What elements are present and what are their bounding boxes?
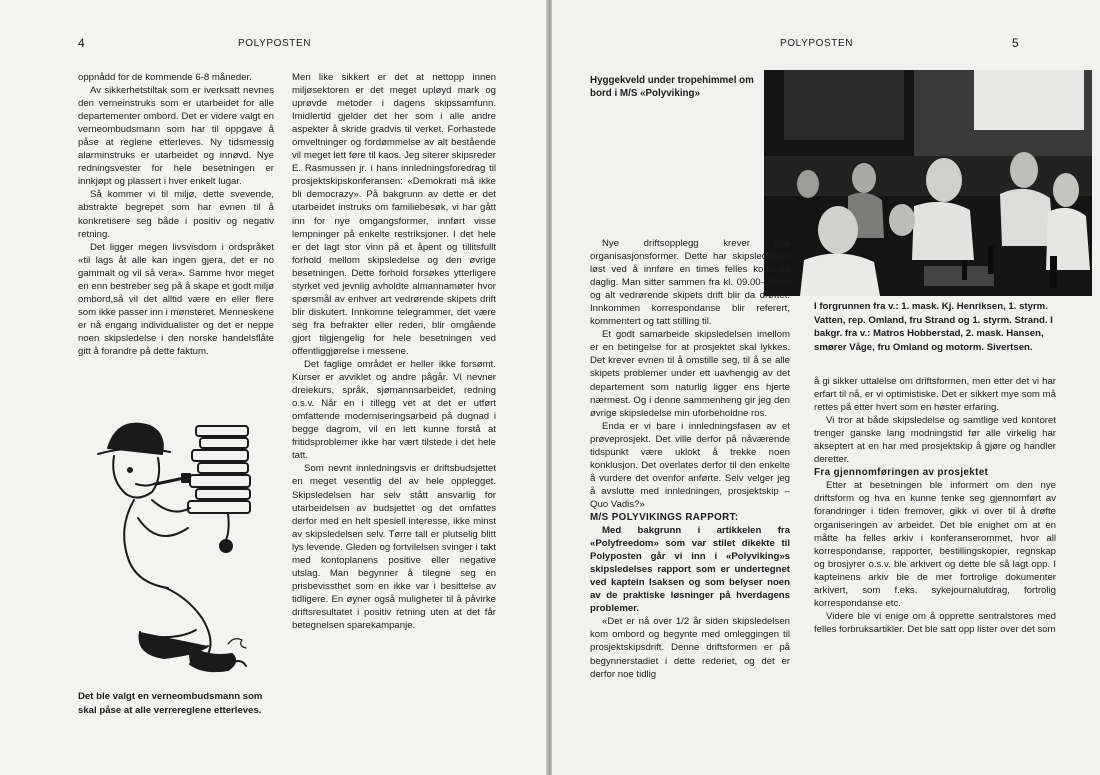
left-page (0, 0, 548, 775)
paragraph: Så kommer vi til miljø, dette svevende, abstrakte begrepet som har evnen til å konkretisere seg både i positiv og negativ retning. (78, 189, 274, 240)
paragraph: Det faglige området er heller ikke forsømt. Kurser er avviklet og andre pågår. Vi nevner dreiekurs, språk, sjømannsarbeidet, redning o.s.v. Når en i tillegg vet at det er utført omfattende moderniseringsarbeid på dugnad i begge dagrom, vil en lett kunne forstå at fritidsproblemer ikke har vært tilstede i det hele tatt. (292, 359, 496, 462)
paragraph: å gi sikker uttalelse om driftsformen, men etter det vi har erfart til nå, er vi optimistiske. Det er sikkert mye som må rettes på etter hvert som en høster erfaring. (814, 376, 1056, 414)
paragraph: Etter at besetningen ble informert om den nye driftsform og hva en kunne tenke seg gjennomført av forandringer i tiden fremover, gikk vi over til å drøfte organiseringen av arbeidet. Det ble enighet om at en måtte ha felles arkiv i konferanserommet, hvor all korrespondanse, rapporter, bestillingskopier, regnskap og brosjyrer o.s.v. ble arkivert og dette ble så lagt opp. I kapteinens arkiv ble de mer fortrolige dokumenter arkivert, som f.eks. sykejournalutdrag, fortrolig korrespondanse etc. (814, 480, 1056, 609)
crew-photo (764, 70, 1092, 296)
article-column-1 (590, 237, 790, 681)
paragraph: «Det er nå over 1/2 år siden skipsledelsen kom ombord og begynte med omleggingen til prosjektskipsdrift. Denne driftsformen er på begynnerstadiet i dette rederiet, og det er derfor noe tidlig (590, 616, 790, 680)
subheading: Fra gjennomføringen av prosjektet (814, 467, 989, 479)
article-column-1 (78, 71, 274, 358)
paragraph: Enda er vi bare i innledningsfasen av et prøveprosjekt. Det ville derfor på nåværende tidspunkt være uklokt å trekke noen konklusjon. Det overlates derfor til den enkelte å vurdere det ovenfor anførte. Selv velger jeg å avslutte med innledningen, prosjektskip – Quo Vadis?» (590, 420, 790, 510)
crew-photo-image (764, 70, 1092, 296)
photo-caption: I forgrunnen fra v.: 1. mask. Kj. Henriksen, 1. styrm. Vatten, rep. Omland, fru Strand og 1. styrm. Strand. I bakgr. fra v.: Matros Hobberstad, 2. mask. Hansen, smører Våge, fru Omland og motorm. Sivertsen. (814, 301, 1053, 353)
article-column-2 (292, 71, 496, 632)
running-header: POLYPOSTEN (780, 38, 854, 49)
paragraph: Det ligger megen livsvisdom i ordspråket «til lags åt alle kan ingen gjera, det er no gammalt og vil så vera». Samme hvor meget en enn bestreber seg på å skape et godt miljø ombord,så vil det alltid være en eller flere som ikke passer inn i mønsteret. Menneskene er nå engang individualister og det er neppe noen skipsledelse i den norske handelsflåte gitt å forandre på dette faktum. (78, 241, 274, 357)
paragraph: Videre ble vi enige om å opprette sentralstores med felles forbruksartikler. Det ble satt opp lister over det som (814, 610, 1056, 635)
cartoon-illustration (78, 408, 274, 686)
page-number: 5 (1012, 36, 1019, 50)
rapport-intro: Med bakgrunn i artikkelen fra «Polyfreedom» som var stilet dikekte til Polyposten går vi inn i «Polyviking»s skipsledelses rapport som er undertegnet ved kaptein Isaksen og som belyser noen av de praktiske løsninger på hverdagens problemer. (590, 525, 790, 615)
paragraph: Et godt samarbeide skipsledelsen imellom er en betingelse for at prosjektet skal lykkes. Det krever evnen til å omstille seg, til å se alle skipets problemer under ett uavhengig av det departement som naturlig ligger ens hjerte nærmest. Og i denne sammenheng gir jeg den øvrige skipsledelse min uforbeholdne ros. (590, 329, 790, 419)
paragraph: Som nevnt innledningsvis er driftsbudsjettet en meget vesentlig del av hele opplegget. Skipsledelsen har selv stått ansvarlig for utarbeidelsen av budsjettet og det omfattes derfor med en helt spesiell interesse, ikke minst av skipsledelsen selv. Tørre tall er plutselig blitt lys levende. Gleden og fortvilelsen svinger i takt med kontoplanens positive eller negative utslag. Man begynner å tilegne seg en prisbevissthet som en ikke var i besittelse av tidligere. En øyner også muligheter til å påvirke driftsresultatet i positiv retning uten at det får betegnelsen sparekampanje. (292, 463, 496, 631)
running-header: POLYPOSTEN (238, 38, 312, 49)
photo-title: Hyggekveld under tropehimmel om bord i M/S «Polyviking» (590, 75, 754, 99)
cartoon-caption: Det ble valgt en verneombudsmann som skal påse at alle verrereglene etterleves. (78, 691, 263, 716)
paragraph: Av sikkerhetstiltak som er iverksatt nevnes den verneinstruks som er utarbeidet for alle departementer ombord. Det er videre valgt en verneombudsmann som har til oppgave å påse at reglene etterleves. Ny tidsmessig alarminstruks er utarbeidet og innøvd. Nye redningsvester for hele besetningen er innkjøpt og plassert i hver enkelt lugar. (78, 85, 274, 188)
paragraph: Men like sikkert er det at nettopp innen miljøsektoren er det meget upløyd mark og uprøvde metoder i dagens skipssamfunn. Imidlertid gjelder det her som i alle andre aspekter å skride gradvis til verket. Forhastede omveltninger og fordømmelse av alt bestående vil meget lett føre til kaos. Jeg siterer skipsreder E. Rasmussen jr. i hans innledningsforedrag til prosjektskipskonferansen: «Demokrati må ikke bli democrazy». På bakgrunn av dette er det utarbeidet instruks om familiebesøk, vi har gått inn for nye omgangsformer, innført visse lempninger på enkelte restriksjoner. I det hele er det lagt stor vinn på et åpent og tillitsfullt forhold mellom skipsledelse og den øvrige besetningen. Dette forhold forsøkes ytterligere styrket ved jevnlig avholdte almannamøter hvor spørsmål av enhver art vedrørende skipets drift blir diskutert. Innkomne telegrammer, det være seg fra befrakter eller rederi, blir omgående gjort tilgjengelig for hele besetningen ved offentliggjørelse i messene. (292, 72, 496, 357)
section-heading: M/S POLYVIKINGS RAPPORT: (590, 511, 739, 523)
paragraph: oppnådd for de kommende 6-8 måneder. (78, 72, 252, 83)
article-column-2 (814, 375, 1056, 636)
paragraph: Nye driftsopplegg krever nye organisasjonsformer. Dette har skipsledelsen løst ved å innføre en times felles kontortid daglig. Man sitter sammen fra kl. 09.00–10.00 og alt vedrørende skipets drift blir da drøftet. Innkommen korrespondanse blir referert, kommentert og tatt stilling til. (590, 238, 790, 328)
paragraph: Vi tror at både skipsledelse og samtlige ved kontoret trenger ganske lang modningstid før alle virkelig har akseptert at en har med prosjektskip å gjøre og handler deretter. (814, 415, 1056, 466)
page-number: 4 (78, 36, 85, 50)
right-page (552, 0, 1100, 775)
